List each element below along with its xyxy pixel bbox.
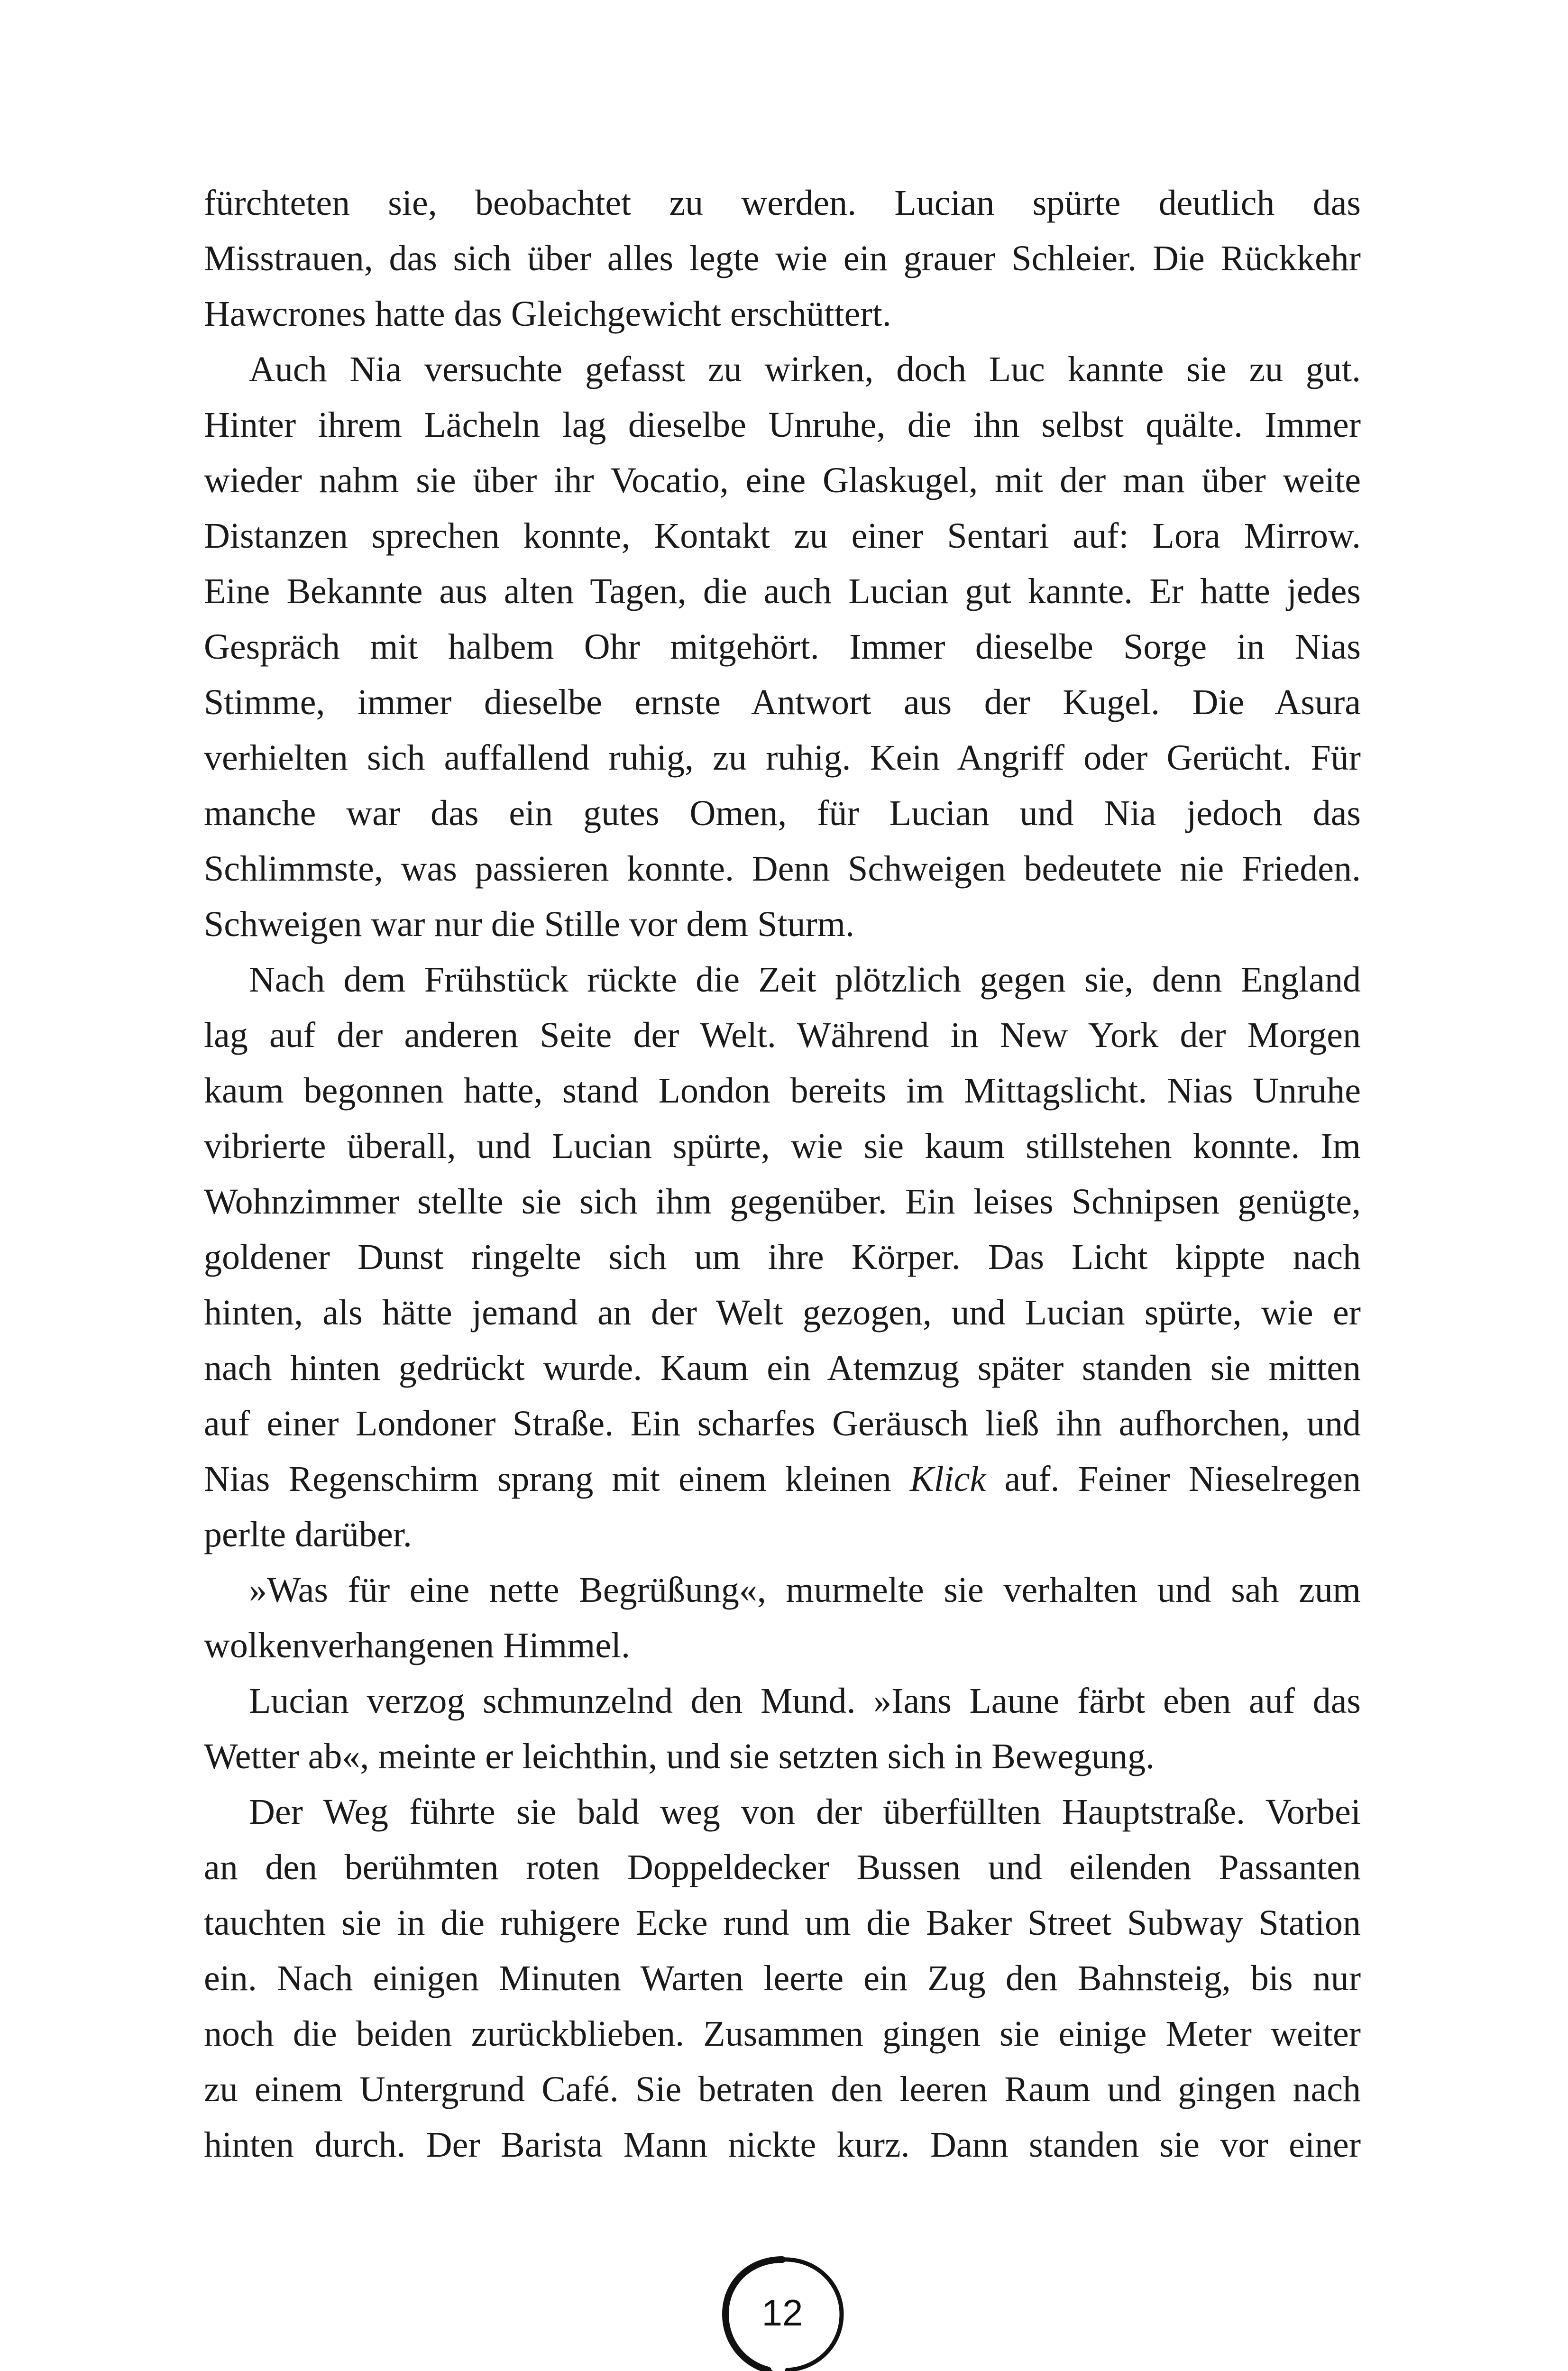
paragraph	[204, 952, 1361, 1562]
text-line: Misstrauen, das sich über alles legte wie ein grauer Schleier. Die Rückkehr	[204, 239, 1361, 278]
paragraph	[204, 1562, 1361, 1673]
text-line: Gespräch mit halbem Ohr mitgehört. Immer dieselbe Sorge in Nias	[204, 627, 1361, 667]
text-line: Hinter ihrem Lächeln lag dieselbe Unruhe, die ihn selbst quälte. Immer	[204, 405, 1361, 445]
text-line: fürchteten sie, beobachtet zu werden. Lucian spürte deutlich das	[204, 183, 1361, 223]
text-line: nach hinten gedrückt wurde. Kaum ein Atemzug später standen sie mitten	[204, 1348, 1361, 1388]
paragraph	[204, 1673, 1361, 1784]
page-number-ornament	[711, 2248, 872, 2371]
text-line: ein. Nach einigen Minuten Warten leerte ein Zug den Bahnsteig, bis nur	[204, 1958, 1361, 1998]
body-text	[204, 175, 1361, 2173]
text-line: Lucian verzog schmunzelnd den Mund. »Ians Laune färbt eben auf das	[249, 1681, 1361, 1721]
text-line: tauchten sie in die ruhigere Ecke rund um die Baker Street Subway Station	[204, 1903, 1361, 1943]
text-line: Der Weg führte sie bald weg von der überfüllten Hauptstraße. Vorbei	[249, 1792, 1361, 1832]
text-line: wolkenverhangenen Himmel.	[204, 1626, 631, 1665]
text-line: Stimme, immer dieselbe ernste Antwort aus der Kugel. Die Asura	[204, 682, 1361, 722]
text-line: »Was für eine nette Begrüßung«, murmelte sie verhalten und sah zum	[249, 1570, 1361, 1610]
text-line: Wohnzimmer stellte sie sich ihm gegenüber. Ein leises Schnipsen genügte,	[204, 1182, 1361, 1222]
text-line: an den berühmten roten Doppeldecker Bussen und eilenden Passanten	[204, 1847, 1361, 1887]
page-number: 12	[761, 2292, 803, 2334]
text-line: Wetter ab«, meinte er leichthin, und sie setzten sich in Bewegung.	[204, 1737, 1155, 1776]
text-line: lag auf der anderen Seite der Welt. Während in New York der Morgen	[204, 1015, 1361, 1055]
text-line: zu einem Untergrund Café. Sie betraten den leeren Raum und gingen nach	[204, 2069, 1361, 2109]
text-line: Schlimmste, was passieren konnte. Denn Schweigen bedeutete nie Frieden.	[204, 849, 1361, 889]
text-line: Eine Bekannte aus alten Tagen, die auch Lucian gut kannte. Er hatte jedes	[204, 571, 1361, 611]
text-line: perlte darüber.	[204, 1515, 412, 1554]
text-line: Auch Nia versuchte gefasst zu wirken, doch Luc kannte sie zu gut.	[249, 349, 1361, 389]
text-line: hinten durch. Der Barista Mann nickte kurz. Dann standen sie vor einer	[204, 2125, 1361, 2165]
text-line: vibrierte überall, und Lucian spürte, wie sie kaum stillstehen konnte. Im	[204, 1126, 1361, 1166]
text-line: Nias Regenschirm sprang mit einem kleinen Klick auf. Feiner Nieselregen	[204, 1459, 1361, 1499]
emphasis: Klick	[909, 1459, 986, 1499]
text-line: auf einer Londoner Straße. Ein scharfes Geräusch ließ ihn aufhorchen, und	[204, 1404, 1361, 1443]
text-line: verhielten sich auffallend ruhig, zu ruhig. Kein Angriff oder Gerücht. Für	[204, 738, 1361, 778]
text-line: manche war das ein gutes Omen, für Lucian und Nia jedoch das	[204, 793, 1361, 833]
text-line: Schweigen war nur die Stille vor dem Sturm.	[204, 904, 854, 944]
text-line: goldener Dunst ringelte sich um ihre Körper. Das Licht kippte nach	[204, 1237, 1361, 1277]
text-line: Distanzen sprechen konnte, Kontakt zu einer Sentari auf: Lora Mirrow.	[204, 516, 1361, 556]
text-line: wieder nahm sie über ihr Vocatio, eine Glaskugel, mit der man über weite	[204, 460, 1361, 500]
paragraph	[204, 342, 1361, 952]
text-line: Nach dem Frühstück rückte die Zeit plötzlich gegen sie, denn England	[249, 960, 1361, 1000]
text-line: hinten, als hätte jemand an der Welt gezogen, und Lucian spürte, wie er	[204, 1293, 1361, 1333]
paragraph	[204, 1784, 1361, 2173]
paragraph	[204, 175, 1361, 342]
text-line: kaum begonnen hatte, stand London bereits im Mittagslicht. Nias Unruhe	[204, 1071, 1361, 1111]
text-line: Hawcrones hatte das Gleichgewicht erschüttert.	[204, 294, 891, 334]
text-line: noch die beiden zurückblieben. Zusammen gingen sie einige Meter weiter	[204, 2014, 1361, 2054]
